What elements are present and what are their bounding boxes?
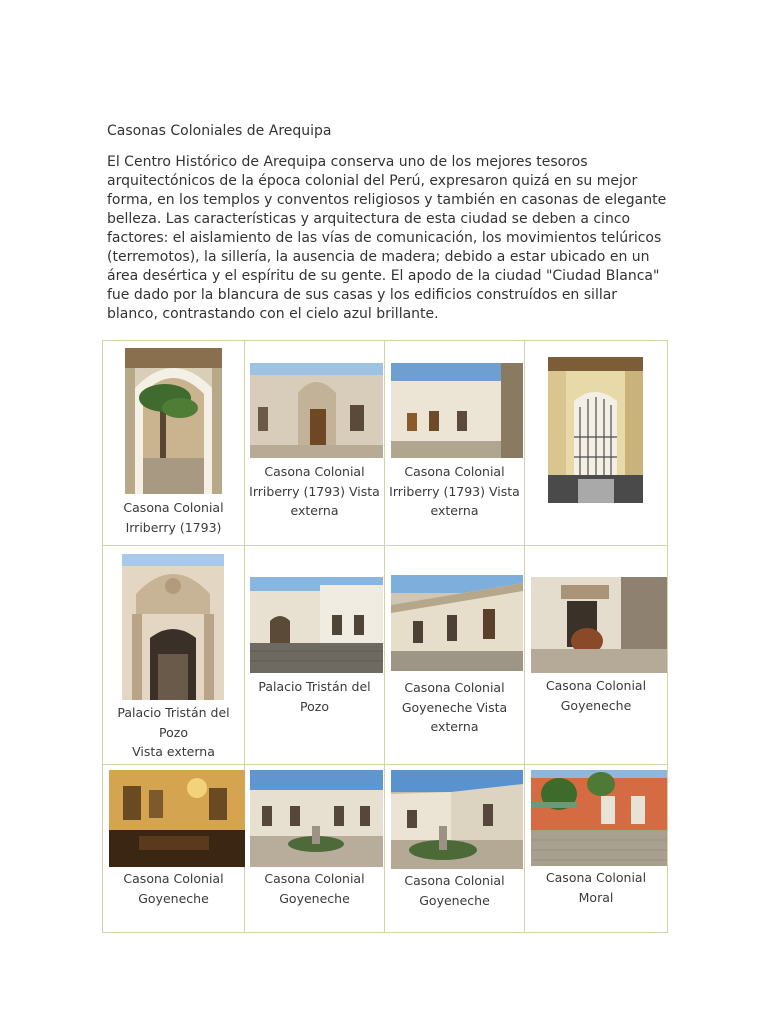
photo-gallery-table <box>102 340 668 933</box>
gallery-cell <box>385 765 525 933</box>
gallery-cell <box>245 546 385 765</box>
photo-caption <box>385 871 524 910</box>
gallery-cell <box>525 546 668 765</box>
caption-line: Casona Colonial <box>404 464 505 479</box>
caption-line: Casona Colonial <box>404 873 505 888</box>
photo-goyeneche-exterior <box>391 575 523 671</box>
caption-line: Pozo <box>300 698 329 714</box>
caption-line: Palacio Tristán del <box>117 705 230 720</box>
caption-line: Moral <box>578 889 614 905</box>
gallery-cell <box>525 765 668 933</box>
photo-caption <box>245 677 384 716</box>
gallery-cell <box>245 341 385 546</box>
caption-line: Casona Colonial <box>264 871 365 886</box>
gallery-cell <box>385 341 525 546</box>
caption-line: Irriberry (1793) <box>125 519 222 535</box>
photo-caption <box>103 498 244 537</box>
caption-line: Goyeneche <box>419 892 490 908</box>
photo-irriberry-exterior <box>391 363 523 458</box>
gallery-cell <box>245 765 385 933</box>
caption-line: Casona Colonial <box>545 678 647 693</box>
photo-goyeneche-fountain-a <box>250 770 383 867</box>
photo-moral-courtyard <box>531 770 667 866</box>
caption-line: Pozo <box>159 724 188 740</box>
paragraph-line: fue dado por la blancura de sus casas y los edificios construídos en sillar <box>107 287 618 303</box>
caption-line: Casona Colonial <box>545 870 647 885</box>
paragraph-line: arquitectónicos de la época colonial del Perú, expresaron quizá en su mejor <box>107 173 638 189</box>
gallery-cell <box>103 765 245 933</box>
photo-caption <box>525 868 667 907</box>
caption-line: Goyeneche <box>138 890 209 906</box>
caption-line: Irriberry (1793) Vista <box>389 483 520 499</box>
photo-goyeneche-interior <box>109 770 245 867</box>
photo-caption <box>245 462 384 521</box>
photo-goyeneche-fountain-b <box>391 770 523 869</box>
paragraph-line: área desértica y el espíritu de su gente. El apodo de la ciudad "Ciudad Blanca" <box>107 268 660 284</box>
gallery-cell <box>525 341 668 546</box>
caption-line: Vista externa <box>132 744 215 759</box>
photo-caption <box>103 869 244 908</box>
caption-line: Casona Colonial <box>123 500 224 515</box>
gallery-cell <box>103 546 245 765</box>
caption-line: Irriberry (1793) Vista <box>249 483 380 499</box>
photo-irriberry-patio-arch <box>125 348 222 494</box>
caption-line: externa <box>430 503 479 518</box>
photo-tristan-courtyard <box>250 577 383 673</box>
paragraph-line: belleza. Las características y arquitectura de esta ciudad se deben a cinco <box>107 211 631 227</box>
photo-caption <box>385 462 524 521</box>
photo-tristan-portal <box>122 554 224 700</box>
caption-line: externa <box>430 719 479 734</box>
caption-line: Goyeneche <box>279 890 350 906</box>
photo-caption <box>385 678 524 737</box>
document-title: Casonas Coloniales de Arequipa <box>107 123 332 139</box>
gallery-cell <box>385 546 525 765</box>
paragraph-line: forma, en los templos y conventos religiosos y también en casonas de elegante <box>107 192 667 208</box>
photo-corridor-gate <box>548 357 643 503</box>
document-paragraph <box>107 153 667 324</box>
caption-line: Casona Colonial <box>264 464 365 479</box>
caption-line: Casona Colonial <box>404 680 505 695</box>
paragraph-line: factores: el aislamiento de las vías de comunicación, los movimientos telúricos <box>107 230 662 246</box>
paragraph-line: blanco, contrastando con el cielo azul brillante. <box>107 306 439 322</box>
caption-line: Palacio Tristán del <box>258 679 371 694</box>
photo-goyeneche-jar <box>531 577 667 673</box>
paragraph-line: El Centro Histórico de Arequipa conserva uno de los mejores tesoros <box>107 154 588 170</box>
caption-line: Goyeneche <box>560 697 632 713</box>
photo-caption <box>525 676 667 715</box>
photo-caption <box>103 703 244 762</box>
gallery-cell <box>103 341 245 546</box>
caption-line: externa <box>290 503 339 518</box>
caption-line: Casona Colonial <box>123 871 224 886</box>
paragraph-line: (terremotos), la sillería, la ausencia de madera; debido a estar ubicado en un <box>107 249 650 265</box>
photo-caption <box>245 869 384 908</box>
photo-irriberry-facade <box>250 363 383 458</box>
caption-line: Goyeneche Vista <box>401 699 508 715</box>
